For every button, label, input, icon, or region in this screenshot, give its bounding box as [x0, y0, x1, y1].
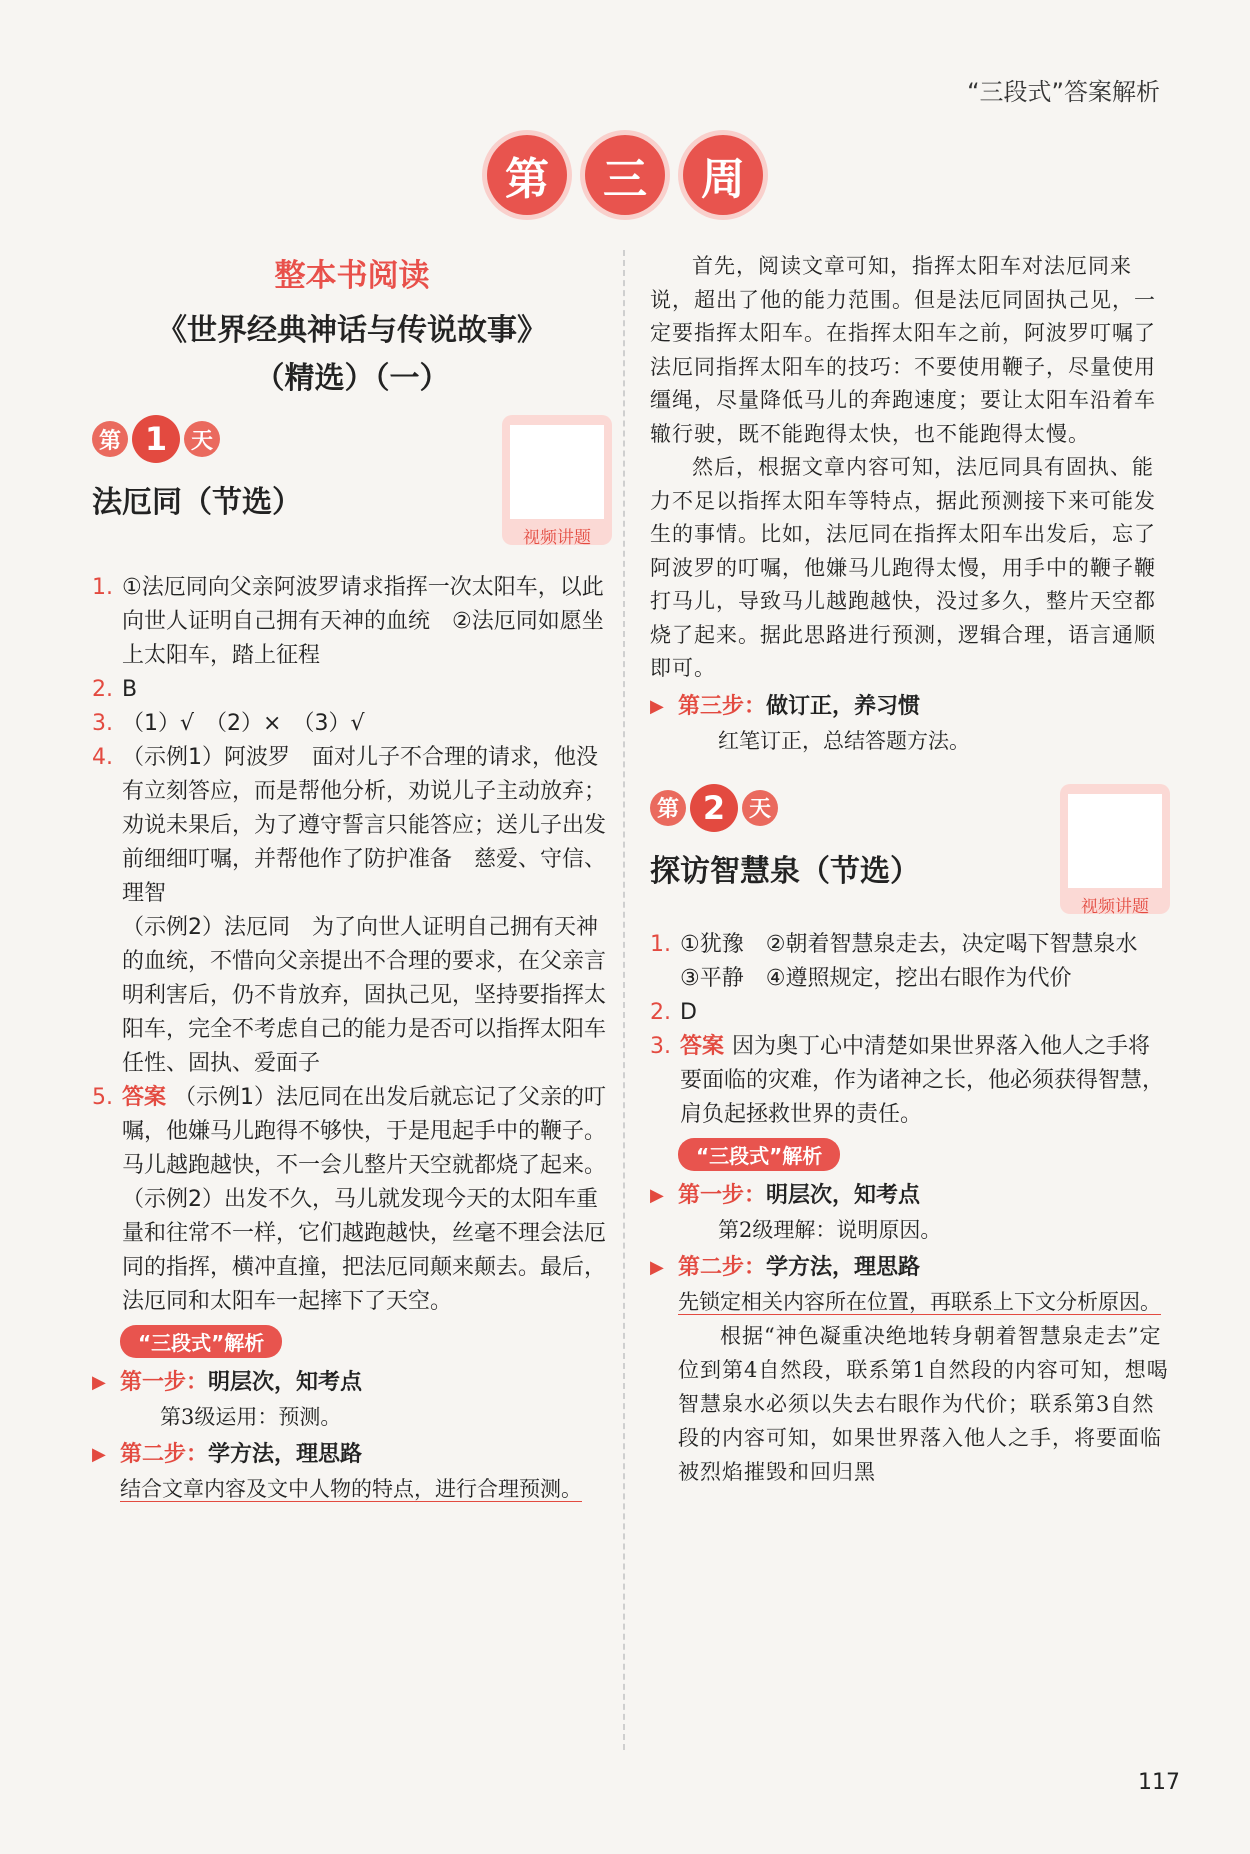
step-3-body: 红笔订正，总结答题方法。	[718, 728, 970, 753]
answer-item	[92, 741, 612, 1081]
item-number: 3.	[92, 711, 113, 736]
day2-story-title: 探访智慧泉（节选）	[650, 853, 920, 889]
step-3	[650, 690, 1170, 724]
day2-header	[650, 784, 1170, 917]
item-number: 2.	[650, 999, 671, 1025]
arrow-icon: ▶	[650, 1256, 664, 1278]
answer-item	[92, 673, 612, 707]
item-number: 4.	[92, 745, 113, 770]
step-label: 第二步：	[678, 1254, 767, 1280]
step-label: 第二步：	[120, 1442, 209, 1467]
day-prefix: 第	[92, 421, 128, 457]
item-text: （1）√ （2）× （3）√	[122, 711, 365, 736]
step-title: 学方法，理思路	[208, 1442, 363, 1467]
qr-code-icon[interactable]	[510, 425, 604, 519]
arrow-icon: ▶	[92, 1444, 106, 1465]
day2-answers	[650, 928, 1170, 1132]
qr-label: 视频讲题	[1081, 896, 1149, 917]
answer-item	[650, 928, 1170, 996]
book-title-line2: （精选）（一）	[254, 361, 450, 396]
day2-video-qr[interactable]	[1060, 784, 1170, 917]
answer-item	[92, 571, 612, 673]
step-1	[650, 1179, 1170, 1213]
step-1	[92, 1366, 612, 1400]
step-title: 明层次，知考点	[766, 1182, 921, 1208]
step-label: 第一步：	[120, 1370, 209, 1395]
analysis-paragraph: 根据“神色凝重决绝地转身朝着智慧泉走去”定位到第4自然段，联系第1自然段的内容可知，想喝智慧泉水必须以失去右眼作为代价；联系第3自然段的内容可知，如果世界落入他人之手，将要面临被烈焰摧毁和回归黑	[678, 1323, 1169, 1484]
answer-text: 因为奥丁心中清楚如果世界落入他人之手将要面临的灾难，作为诸神之长，他必须获得智慧，肩负起拯救世界的责任。	[680, 1033, 1165, 1127]
week-char-3: 周	[683, 135, 763, 215]
answer-label: 答案	[680, 1033, 725, 1059]
item-number: 5.	[92, 1085, 113, 1110]
answer-item	[92, 1081, 612, 1319]
day-prefix: 第	[650, 790, 686, 826]
item-text: ①法厄同向父亲阿波罗请求指挥一次太阳车，以此向世人证明自己拥有天神的血统 ②法厄同如愿坐上太阳车，踏上征程	[122, 575, 604, 668]
week-char-2: 三	[585, 135, 665, 215]
item-number: 1.	[650, 931, 671, 957]
step-label: 第三步：	[678, 693, 767, 719]
item-text: （示例1）阿波罗 面对儿子不合理的请求，他没有立刻答应，而是帮他分析，劝说儿子主动放弃；劝说未果后，为了遵守誓言只能答应；送儿子出发前细细叮嘱，并帮他作了防护准备 慈爱、守信、理智 （示例2）法厄同 为了向世人证明自己拥有天神的血统，不惜向父亲提出不合理的要求，在父亲言明利害后，仍不肯放弃，固执己见，坚持要指挥太阳车，完全不考虑自己的能力是否可以指挥太阳车 任性、固执、爱面子	[122, 745, 607, 1076]
day1-video-qr[interactable]	[502, 415, 612, 548]
item-number: 2.	[92, 677, 113, 702]
item-text: B	[122, 677, 138, 702]
answer-label: 答案	[122, 1085, 167, 1110]
section-title: 整本书阅读	[274, 258, 430, 294]
analysis-paragraph-1: 首先，阅读文章可知，指挥太阳车对法厄同来说，超出了他的能力范围。但是法厄同固执己见，一定要指挥太阳车。在指挥太阳车之前，阿波罗叮嘱了法厄同指挥太阳车的技巧：不要使用鞭子，尽量使用缰绳，尽量降低马儿的奔跑速度；要让太阳车沿着车辙行驶，既不能跑得太快，也不能跑得太慢。	[650, 254, 1156, 446]
qr-code-icon[interactable]	[1068, 794, 1162, 888]
step-1-body: 第2级理解：说明原因。	[718, 1217, 942, 1242]
step-2-body	[92, 1472, 612, 1506]
answer-item	[650, 1030, 1170, 1132]
underlined-text: 结合文章内容及文中人物的特点，进行合理预测。	[120, 1477, 582, 1501]
step-2	[92, 1438, 612, 1472]
day-number: 2	[690, 784, 738, 832]
item-number: 3.	[650, 1033, 671, 1059]
item-number: 1.	[92, 575, 113, 600]
arrow-icon: ▶	[650, 695, 664, 717]
book-title-line1: 《世界经典神话与传说故事》	[157, 313, 547, 348]
answer-item	[92, 707, 612, 741]
day-suffix: 天	[184, 421, 220, 457]
analysis-paragraph-2: 然后，根据文章内容可知，法厄同具有固执、能力不足以指挥太阳车等特点，据此预测接下来可能发生的事情。比如，法厄同在指挥太阳车出发后，忘了阿波罗的叮嘱，他嫌马儿跑得太慢，用手中的鞭子鞭打马儿，导致马儿越跑越快，没过多久，整片天空都烧了起来。据此思路进行预测，逻辑合理，语言通顺即可。	[650, 455, 1156, 680]
step-1-body: 第3级运用：预测。	[160, 1405, 342, 1429]
step-title: 明层次，知考点	[208, 1370, 363, 1395]
step-2-body	[650, 1285, 1170, 1319]
item-text: D	[680, 999, 697, 1025]
day-number: 1	[132, 415, 180, 463]
analysis-label: “三段式”解析	[120, 1325, 282, 1358]
day-suffix: 天	[742, 790, 778, 826]
week-char-1: 第	[487, 135, 567, 215]
day1-answers	[92, 571, 612, 1319]
left-column	[92, 250, 612, 1506]
arrow-icon: ▶	[92, 1372, 106, 1393]
step-title: 做订正，养习惯	[766, 693, 921, 719]
item-text: ①犹豫 ②朝着智慧泉走去，决定喝下智慧泉水 ③平静 ④遵照规定，挖出右眼作为代价	[680, 931, 1160, 991]
item-text	[122, 1081, 612, 1319]
step-title: 学方法，理思路	[766, 1254, 921, 1280]
item-text	[680, 1030, 1170, 1132]
day1-story-title: 法厄同（节选）	[92, 485, 302, 520]
arrow-icon: ▶	[650, 1184, 664, 1206]
step-label: 第一步：	[678, 1182, 767, 1208]
analysis-label: “三段式”解析	[678, 1138, 840, 1171]
right-column	[650, 250, 1170, 1489]
header-title: “三段式”答案解析	[967, 78, 1160, 106]
step-2	[650, 1251, 1170, 1285]
page-number: 117	[1138, 1770, 1180, 1795]
column-divider	[623, 250, 625, 1750]
underlined-text: 先锁定相关内容所在位置，再联系上下文分析原因。	[678, 1289, 1161, 1314]
week-title	[0, 135, 1250, 215]
qr-label: 视频讲题	[523, 528, 591, 548]
answer-item	[650, 996, 1170, 1030]
answer-text: （示例1）法厄同在出发后就忘记了父亲的叮嘱，他嫌马儿跑得不够快，于是甩起手中的鞭子。马儿越跑越快，不一会儿整片天空就都烧了起来。 （示例2）出发不久，马儿就发现今天的太阳车重量和往常不一样，它们越跑越快，丝毫不理会法厄同的指挥，横冲直撞，把法厄同颠来颠去。最后，法厄同和太阳车一起摔下了天空。	[122, 1085, 607, 1314]
day1-header	[92, 415, 612, 548]
